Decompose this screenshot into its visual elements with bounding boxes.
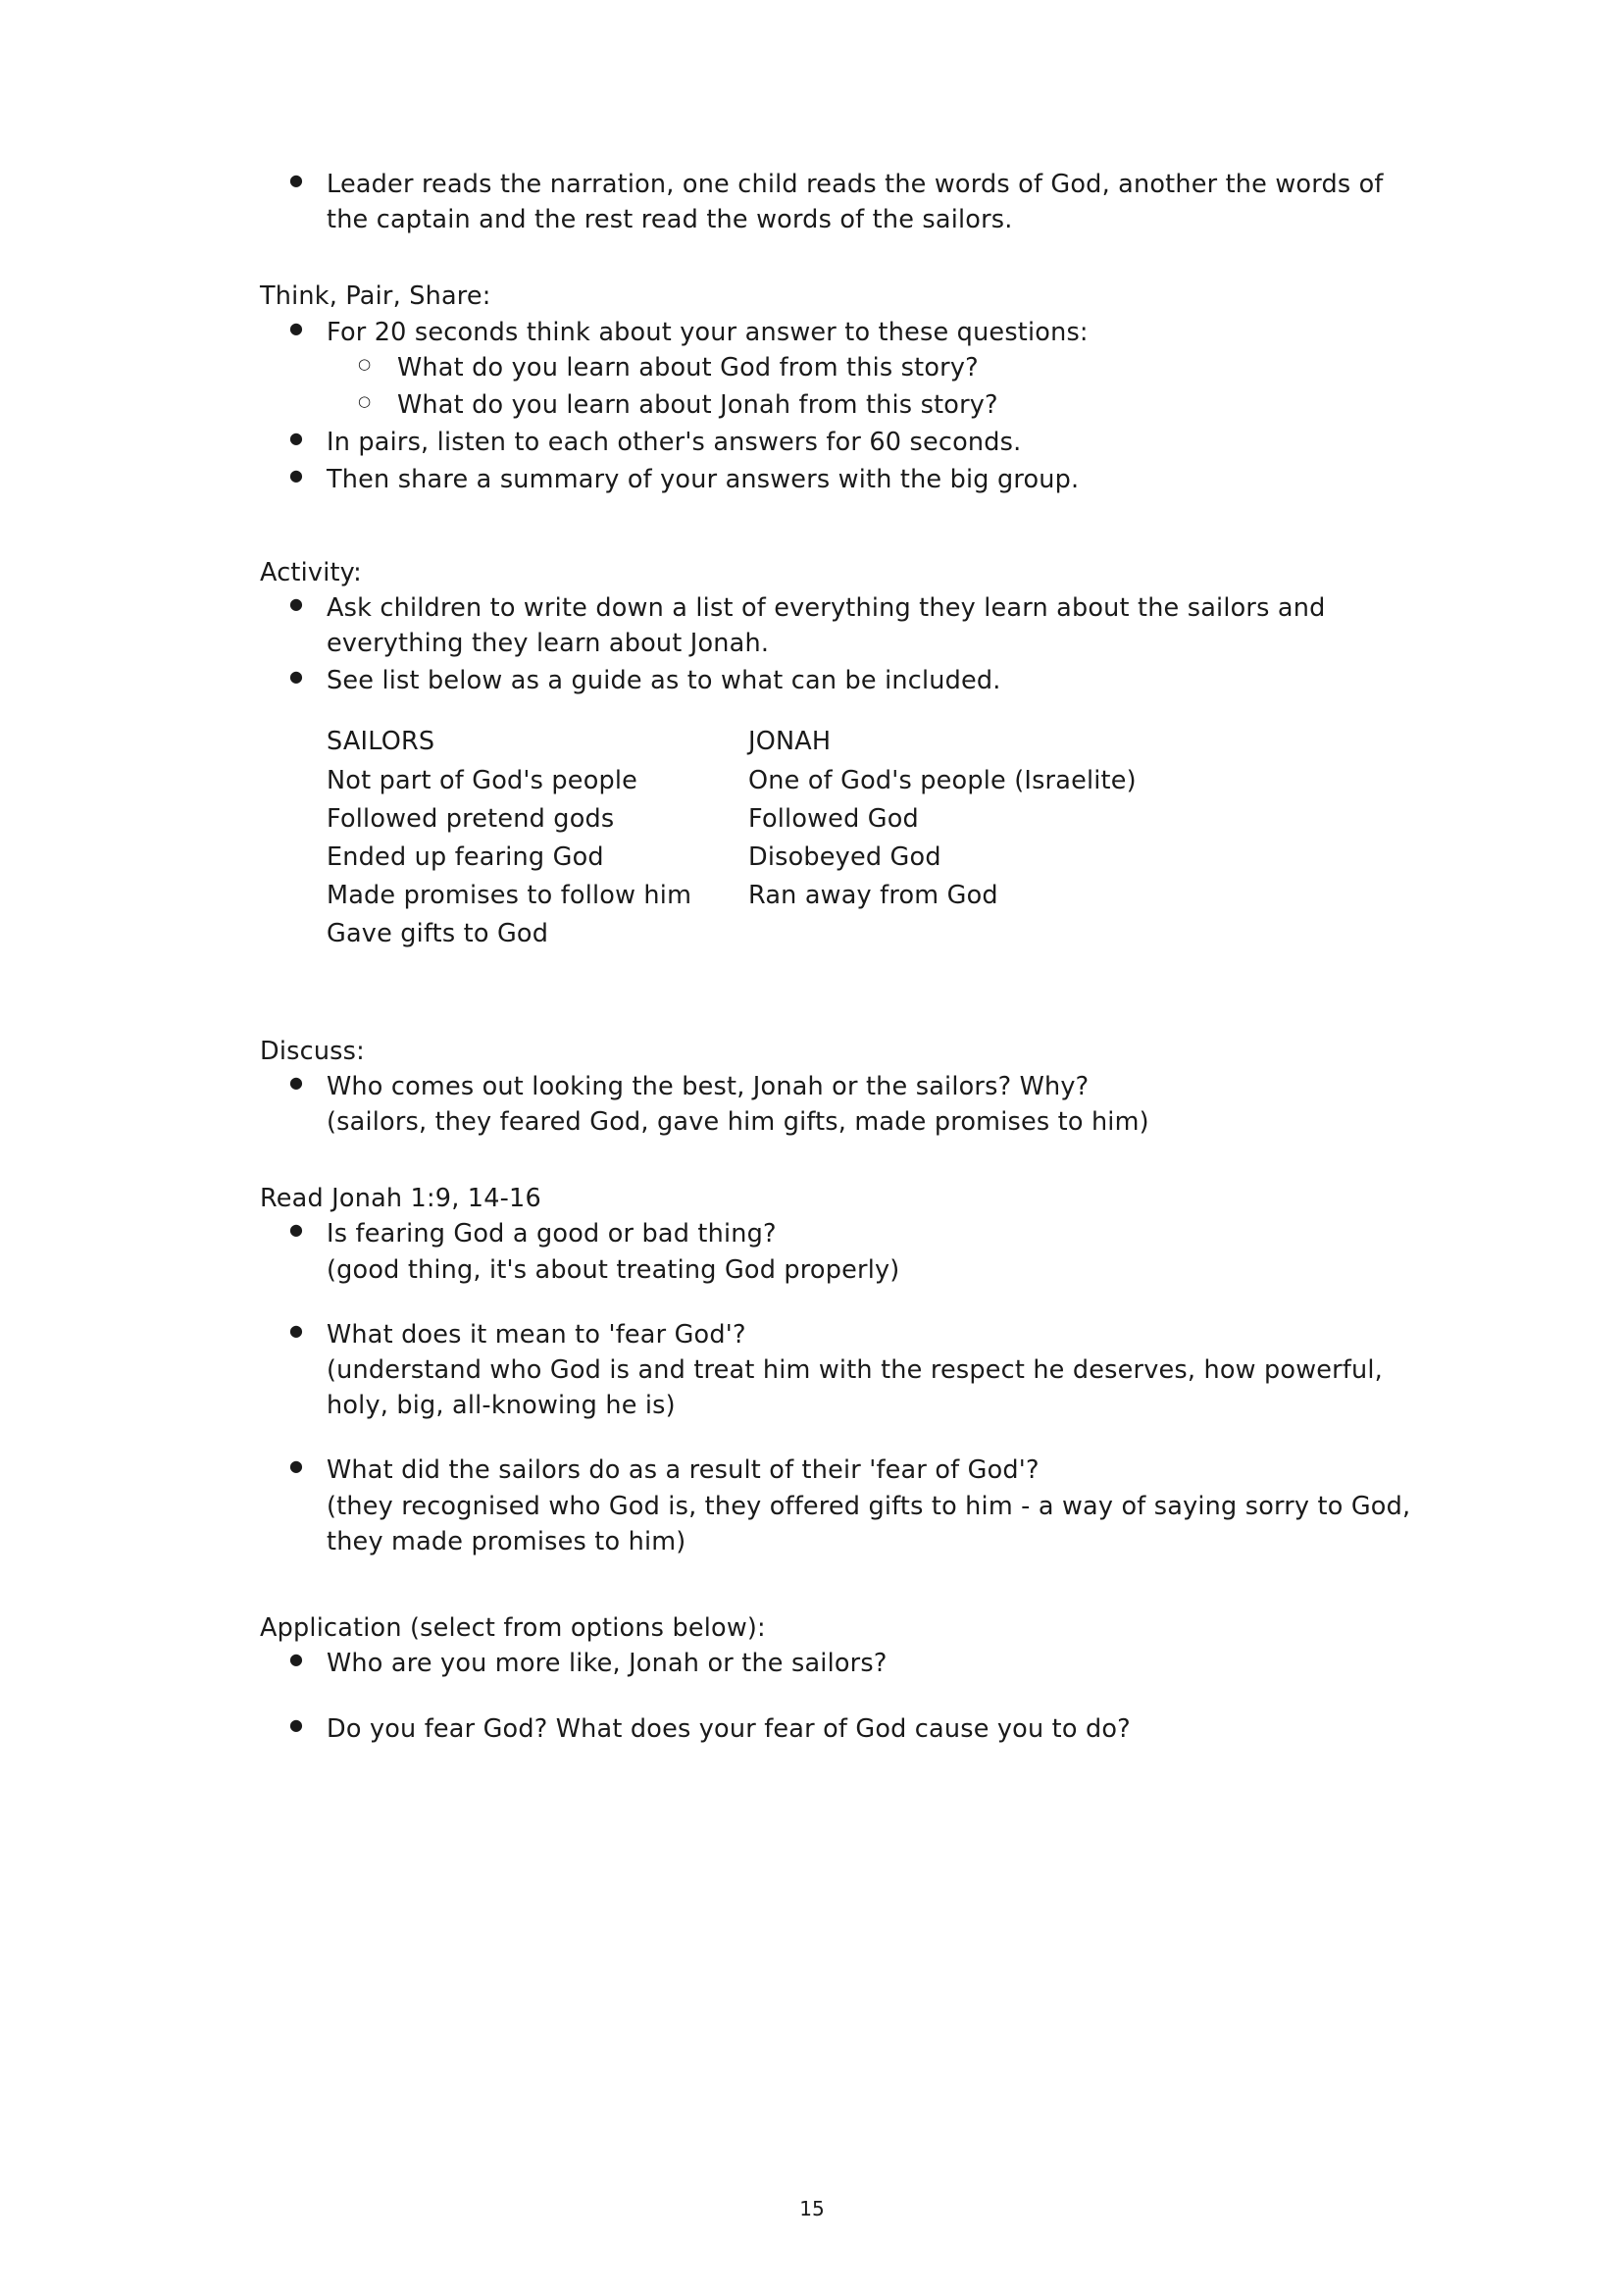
read-answer-3: (they recognised who God is, they offered gifts to him - a way of saying sorry to God, they made promises to him): [327, 1491, 1411, 1556]
discuss-answer-1: (sailors, they feared God, gave him gifts, made promises to him): [327, 1107, 1149, 1138]
spacer: [260, 965, 1413, 1034]
intro-bullet-text: Leader reads the narration, one child reads the words of God, another the words of the captain and the rest read the words of the sailors.: [327, 170, 1384, 235]
list-item: [260, 1453, 1413, 1559]
read-list: [260, 1216, 1413, 1559]
comparison-table: [260, 724, 1413, 954]
list-item: [327, 387, 1413, 423]
read-question-1: ● Is fearing God a good or bad thing?: [327, 1219, 777, 1249]
sailors-row: Not part of God's people: [327, 765, 638, 795]
read-answer-1: (good thing, it's about treating God properly): [327, 1254, 900, 1285]
list-item: [260, 590, 1413, 661]
read-question-3: ● What did the sailors do as a result of their 'fear of God'?: [327, 1455, 1040, 1486]
application-list: [260, 1646, 1413, 1746]
tps-bullet-3: Then share a summary of your answers with the big group.: [327, 465, 1080, 495]
jonah-row: Disobeyed God: [748, 842, 941, 873]
think-pair-share-sublist: [327, 350, 1413, 423]
think-pair-share-heading: Think, Pair, Share:: [260, 281, 491, 312]
activity-bullet-2: See list below as a guide as to what can be included.: [327, 666, 1001, 696]
list-item: [260, 1317, 1413, 1424]
tps-bullet-2: In pairs, listen to each other's answers for 60 seconds.: [327, 428, 1022, 458]
activity-bullet-1: Ask children to write down a list of everything they learn about the sailors and everything they learn about Jonah.: [327, 592, 1326, 659]
activity-heading: Activity:: [260, 557, 362, 587]
list-item: [260, 167, 1413, 237]
jonah-row: One of God's people (Israelite): [748, 765, 1137, 795]
discuss-list: [260, 1069, 1413, 1140]
document-body: [260, 167, 1413, 1747]
list-item: [260, 1069, 1413, 1140]
jonah-column: [748, 724, 1170, 954]
intro-bullet-list: [260, 167, 1413, 237]
page-number: 15: [799, 2197, 825, 2220]
list-item: [327, 350, 1413, 385]
list-item: [260, 1646, 1413, 1681]
list-item: [260, 1216, 1413, 1287]
jonah-column-header: JONAH: [748, 727, 832, 757]
spacer: [260, 239, 1413, 279]
list-item: [260, 425, 1413, 460]
sailors-row: Followed pretend gods: [327, 803, 615, 834]
read-answer-2: (understand who God is and treat him with the respect he deserves, how powerful, holy, big, all-knowing he is): [327, 1355, 1383, 1421]
application-bullet-1: Who are you more like, Jonah or the sailors?: [327, 1649, 888, 1679]
list-item: [260, 663, 1413, 698]
list-item: [260, 315, 1413, 424]
tps-sub-bullet-1: What do you learn about God from this story?: [397, 352, 979, 382]
sailors-row: Made promises to follow him: [327, 881, 692, 911]
tps-sub-bullet-2: What do you learn about Jonah from this story?: [397, 390, 998, 421]
spacer: [260, 1589, 1413, 1610]
read-heading: Read Jonah 1:9, 14-16: [260, 1184, 541, 1214]
sailors-column-header: SAILORS: [327, 727, 435, 757]
comparison-columns: [327, 724, 1413, 954]
sailors-row: Ended up fearing God: [327, 842, 604, 873]
jonah-row: Followed God: [748, 803, 919, 834]
tps-bullet-1: For 20 seconds think about your answer to these questions:: [327, 317, 1089, 347]
application-bullet-2: Do you fear God? What does your fear of God cause you to do?: [327, 1713, 1131, 1744]
sailors-row: Gave gifts to God: [327, 919, 549, 949]
list-item: [260, 462, 1413, 497]
spacer: [260, 500, 1413, 555]
application-heading: Application (select from options below):: [260, 1613, 766, 1644]
read-question-2: ● What does it mean to 'fear God'?: [327, 1319, 746, 1350]
discuss-heading: Discuss:: [260, 1036, 365, 1066]
spacer: [260, 1142, 1413, 1181]
think-pair-share-list: [260, 315, 1413, 498]
list-item: [260, 1711, 1413, 1747]
sailors-column: [327, 724, 748, 954]
jonah-row: Ran away from God: [748, 881, 998, 911]
activity-list: [260, 590, 1413, 699]
discuss-question-1: ● Who comes out looking the best, Jonah or the sailors? Why?: [327, 1071, 1090, 1101]
